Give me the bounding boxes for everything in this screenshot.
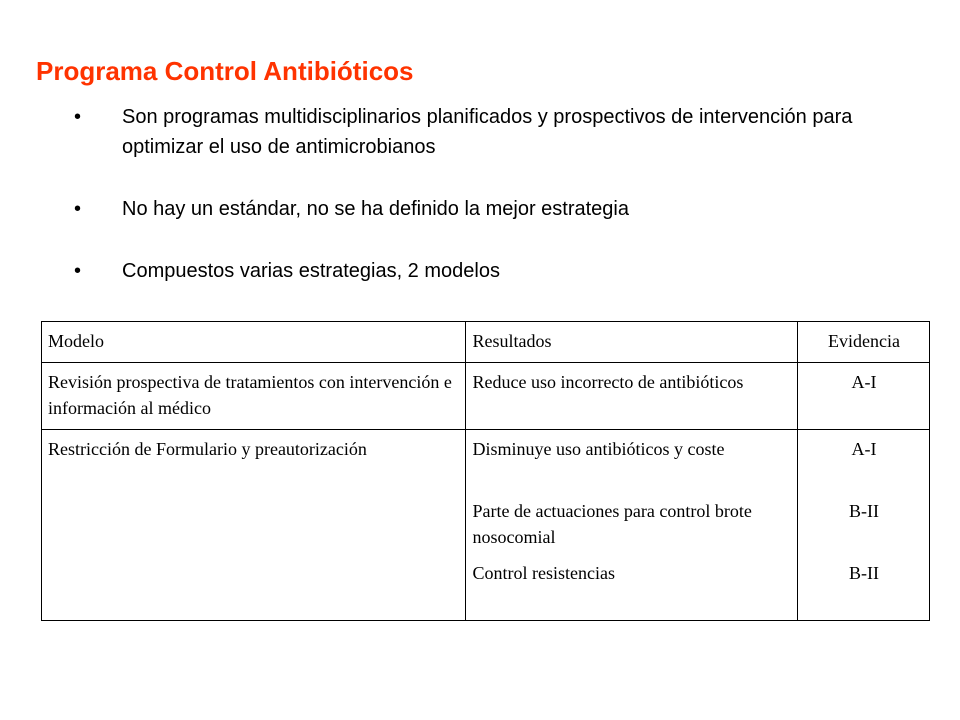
bullet-text: No hay un estándar, no se ha definido la mejor estrategia [122, 198, 629, 220]
evidencia-item: A-I [851, 372, 877, 392]
resultado-item: Control resistencias [472, 563, 615, 583]
bullet-icon: • [74, 198, 82, 220]
cell-resultados [466, 430, 798, 621]
cell-modelo: Restricción de Formulario y preautorización [42, 430, 466, 621]
header-evidencia: Evidencia [798, 322, 930, 363]
evidencia-item: B-II [849, 563, 880, 583]
bullet-text: Son programas multidisciplinarios planificados y prospectivos de intervención para optimizar el uso de antimicrobianos [122, 106, 853, 158]
slide-title: Programa Control Antibióticos [36, 56, 414, 86]
bullet-item [72, 256, 912, 286]
table-header-row [42, 322, 930, 363]
bullet-item [72, 102, 912, 162]
bullet-text: Compuestos varias estrategias, 2 modelos [122, 260, 500, 282]
header-modelo: Modelo [42, 322, 466, 363]
table-row [42, 363, 930, 430]
bullet-icon: • [74, 260, 82, 282]
cell-evidencia [798, 430, 930, 621]
bullet-icon: • [74, 106, 82, 128]
resultado-item: Parte de actuaciones para control brote nosocomial [472, 501, 752, 547]
resultado-item: Reduce uso incorrecto de antibióticos [472, 372, 744, 392]
header-resultados: Resultados [466, 322, 798, 363]
cell-resultados [466, 363, 798, 430]
evidencia-item: B-II [849, 501, 880, 521]
bullet-item [72, 194, 912, 224]
models-table [41, 321, 930, 621]
bullet-list [72, 102, 912, 318]
cell-modelo: Revisión prospectiva de tratamientos con intervención e información al médico [42, 363, 466, 430]
resultado-item: Disminuye uso antibióticos y coste [472, 439, 725, 459]
cell-evidencia [798, 363, 930, 430]
table-row [42, 430, 930, 621]
evidencia-item: A-I [851, 439, 877, 459]
